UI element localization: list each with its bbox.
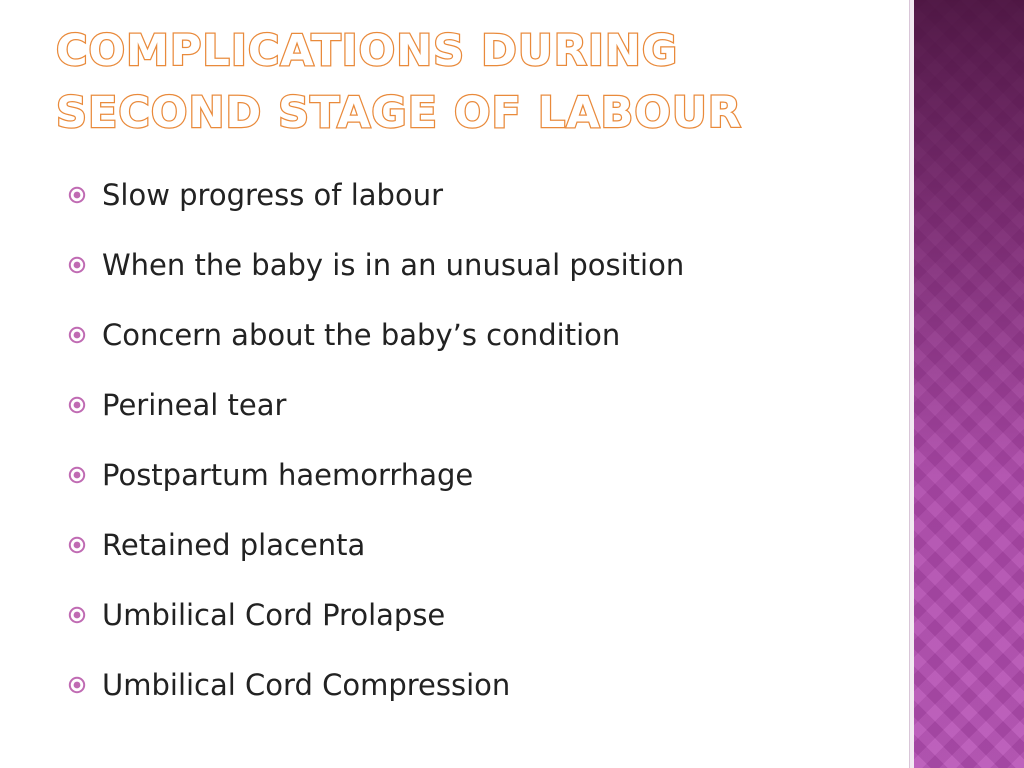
- decorative-sidebar: [914, 0, 1024, 768]
- bullet-list: [68, 160, 684, 720]
- target-bullet-icon: [68, 396, 86, 414]
- bullet-text: When the baby is in an unusual position: [102, 248, 685, 282]
- bullet-item: [68, 230, 684, 300]
- target-bullet-icon: [68, 676, 86, 694]
- bullet-item: [68, 510, 684, 580]
- bullet-text: Umbilical Cord Prolapse: [102, 598, 446, 632]
- bullet-item: [68, 300, 684, 370]
- target-bullet-icon: [68, 536, 86, 554]
- target-bullet-icon: [68, 466, 86, 484]
- target-bullet-icon: [68, 326, 86, 344]
- bullet-text: Retained placenta: [102, 528, 366, 562]
- target-bullet-icon: [68, 256, 86, 274]
- bullet-text: Umbilical Cord Compression: [102, 668, 511, 702]
- bullet-item: [68, 650, 684, 720]
- slide-title: COMPLICATIONS DURING SECOND STAGE OF LABOUR: [56, 26, 742, 138]
- bullet-text: Postpartum haemorrhage: [102, 458, 474, 492]
- target-bullet-icon: [68, 186, 86, 204]
- bullet-text: Perineal tear: [102, 388, 287, 422]
- bullet-text: Slow progress of labour: [102, 178, 444, 212]
- target-bullet-icon: [68, 606, 86, 624]
- bullet-text: Concern about the baby’s condition: [102, 318, 621, 352]
- bullet-item: [68, 580, 684, 650]
- bullet-item: [68, 440, 684, 510]
- bullet-item: [68, 160, 684, 230]
- bullet-item: [68, 370, 684, 440]
